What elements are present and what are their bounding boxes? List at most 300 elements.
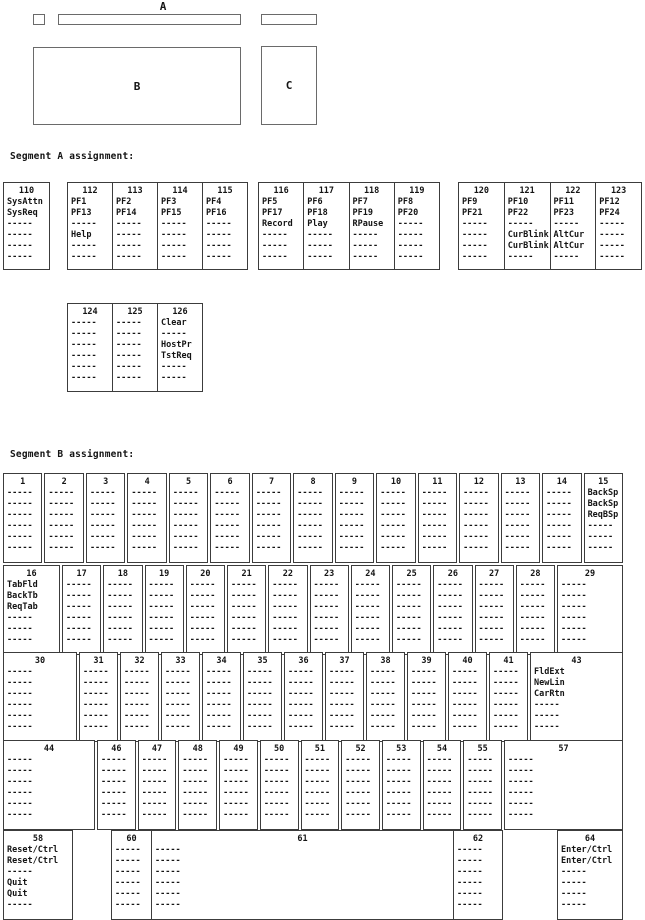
- key-47: [139, 741, 176, 829]
- keyboard-overview-diagram: [0, 0, 645, 140]
- key-group: [310, 565, 349, 655]
- key-group: [145, 565, 184, 655]
- key-group: [186, 565, 225, 655]
- key-number: 43: [571, 656, 582, 666]
- key-assignment-line: -----: [272, 580, 298, 590]
- key-assignment-line: -----: [131, 510, 157, 520]
- key-group: [557, 565, 623, 655]
- key-assignment-line: -----: [155, 878, 181, 888]
- segment-a-key-row: [3, 182, 642, 270]
- key-assignment-line: -----: [546, 521, 572, 531]
- key-assignment-line: -----: [141, 766, 168, 776]
- key-assignment-line: -----: [231, 613, 257, 623]
- key-group: [542, 473, 581, 563]
- key-assignment-line: -----: [467, 788, 493, 798]
- key-assignment-line: -----: [467, 755, 493, 765]
- key-group: [103, 565, 142, 655]
- key-29: [558, 566, 622, 654]
- key-assignment-line: -----: [313, 624, 340, 634]
- key-23: [311, 566, 348, 654]
- key-assignment-line: -----: [508, 788, 534, 798]
- key-assignment-line: -----: [206, 667, 232, 677]
- key-52: [342, 741, 379, 829]
- key-assignment-line: -----: [370, 667, 396, 677]
- key-assignment-line: -----: [437, 602, 463, 612]
- key-assignment-line: -----: [223, 810, 249, 820]
- key-assignment-line: -----: [141, 755, 168, 765]
- key-assignment-line: -----: [107, 635, 133, 645]
- key-group: [120, 652, 159, 742]
- key-assignment-line: -----: [457, 845, 483, 855]
- key-assignment-line: -----: [66, 624, 92, 634]
- key-assignment-line: -----: [457, 867, 483, 877]
- key-assignment-line: -----: [599, 241, 625, 251]
- key-number: 34: [216, 656, 227, 666]
- key-assignment-line: -----: [504, 521, 531, 531]
- key-117: [303, 183, 348, 269]
- key-number: 8: [310, 477, 316, 487]
- key-assignment-line: -----: [385, 755, 412, 765]
- key-112: [68, 183, 112, 269]
- key-group: [504, 740, 623, 830]
- key-assignment-line: -----: [206, 230, 232, 240]
- key-assignment-line: PF2: [116, 197, 132, 207]
- key-31: [80, 653, 117, 741]
- key-5: [170, 474, 207, 562]
- key-assignment-line: Enter/Ctrl: [561, 845, 613, 855]
- key-assignment-line: -----: [206, 711, 232, 721]
- key-assignment-line: -----: [255, 499, 282, 509]
- key-assignment-line: -----: [7, 799, 33, 809]
- segment-a-key-row: [3, 303, 203, 392]
- key-assignment-line: -----: [467, 810, 493, 820]
- key-assignment-line: -----: [231, 635, 257, 645]
- key-40: [449, 653, 486, 741]
- key-group: [138, 740, 177, 830]
- key-assignment-line: -----: [329, 722, 355, 732]
- key-assignment-line: -----: [124, 711, 150, 721]
- key-assignment-line: -----: [421, 488, 448, 498]
- key-assignment-line: -----: [437, 635, 463, 645]
- key-assignment-line: -----: [161, 241, 187, 251]
- key-assignment-line: -----: [352, 230, 379, 240]
- key-assignment-line: -----: [329, 667, 355, 677]
- key-assignment-line: SysReq: [7, 208, 38, 218]
- key-group: [341, 740, 380, 830]
- key-group: [584, 473, 623, 563]
- key-assignment-line: -----: [561, 602, 587, 612]
- key-11: [419, 474, 456, 562]
- key-assignment-line: -----: [255, 488, 282, 498]
- key-assignment-line: -----: [304, 810, 331, 820]
- key-assignment-line: -----: [71, 219, 97, 229]
- key-assignment-line: -----: [508, 799, 534, 809]
- key-group: [382, 740, 421, 830]
- key-number: 30: [34, 656, 46, 666]
- key-assignment-line: Quit: [7, 889, 28, 899]
- key-assignment-line: PF13: [71, 208, 92, 218]
- key-assignment-line: -----: [116, 241, 142, 251]
- key-assignment-line: AltCur: [553, 230, 585, 240]
- key-assignment-line: PF6: [307, 197, 323, 207]
- key-assignment-line: -----: [214, 521, 240, 531]
- key-assignment-line: Reset/Ctrl: [7, 856, 59, 866]
- key-assignment-line: -----: [354, 591, 381, 601]
- key-assignment-line: -----: [493, 700, 519, 710]
- key-group: [301, 740, 340, 830]
- key-number: 126: [172, 307, 188, 317]
- key-assignment-line: -----: [599, 219, 625, 229]
- key-number: 52: [355, 744, 366, 754]
- key-group: [458, 182, 642, 270]
- key-assignment-line: -----: [462, 252, 488, 262]
- key-group: [463, 740, 502, 830]
- key-assignment-line: -----: [297, 521, 323, 531]
- key-assignment-line: -----: [48, 499, 75, 509]
- key-assignment-line: -----: [206, 241, 232, 251]
- key-number: 36: [298, 656, 309, 666]
- key-group: [210, 473, 249, 563]
- key-number: 15: [598, 477, 609, 487]
- key-assignment-line: -----: [426, 755, 453, 765]
- key-assignment-line: -----: [546, 499, 572, 509]
- key-53: [383, 741, 420, 829]
- key-assignment-line: -----: [478, 624, 505, 634]
- key-54: [424, 741, 461, 829]
- key-assignment-line: -----: [101, 766, 127, 776]
- key-assignment-line: -----: [313, 602, 340, 612]
- key-34: [203, 653, 240, 741]
- key-assignment-line: -----: [380, 499, 406, 509]
- key-assignment-line: SysAttn: [7, 197, 43, 207]
- key-assignment-line: -----: [385, 799, 412, 809]
- key-group: [243, 652, 282, 742]
- segment-a-heading: Segment A assignment:: [10, 151, 135, 162]
- key-assignment-line: -----: [457, 889, 483, 899]
- key-number: 119: [409, 186, 425, 196]
- segment-a-left-key-outline: [33, 14, 45, 25]
- key-61: [151, 831, 453, 919]
- key-number: 122: [565, 186, 581, 196]
- key-assignment-line: -----: [155, 845, 181, 855]
- key-assignment-line: -----: [7, 532, 33, 542]
- key-assignment-line: -----: [345, 755, 371, 765]
- key-number: 22: [282, 569, 293, 579]
- key-assignment-line: -----: [587, 532, 614, 542]
- key-assignment-line: -----: [7, 711, 33, 721]
- key-assignment-line: -----: [380, 543, 406, 553]
- key-assignment-line: -----: [107, 613, 133, 623]
- key-20: [187, 566, 224, 654]
- key-assignment-line: PF18: [307, 208, 328, 218]
- key-assignment-line: PF12: [599, 197, 620, 207]
- key-number: 124: [82, 307, 98, 317]
- key-assignment-line: -----: [507, 219, 534, 229]
- key-assignment-line: -----: [7, 667, 33, 677]
- key-assignment-line: -----: [396, 602, 422, 612]
- key-assignment-line: -----: [172, 521, 199, 531]
- key-assignment-line: -----: [297, 510, 323, 520]
- key-number: 61: [297, 834, 308, 844]
- key-group: [3, 565, 60, 655]
- segment-a-right-bar-outline: [261, 14, 317, 25]
- key-assignment-line: -----: [66, 635, 92, 645]
- key-assignment-line: -----: [599, 230, 625, 240]
- segment-b-heading: Segment B assignment:: [10, 449, 135, 460]
- key-assignment-line: -----: [161, 373, 187, 383]
- key-assignment-line: -----: [478, 580, 505, 590]
- key-assignment-line: -----: [345, 777, 371, 787]
- key-assignment-line: -----: [262, 241, 288, 251]
- key-assignment-line: -----: [478, 602, 505, 612]
- key-number: 48: [192, 744, 203, 754]
- key-assignment-line: -----: [354, 613, 381, 623]
- key-assignment-line: -----: [206, 252, 232, 262]
- key-number: 35: [257, 656, 268, 666]
- key-assignment-line: -----: [148, 635, 175, 645]
- key-39: [408, 653, 445, 741]
- key-assignment-line: -----: [115, 878, 141, 888]
- key-assignment-line: BackSp: [587, 488, 619, 498]
- segment-c-outline: [261, 46, 317, 125]
- key-assignment-line: -----: [493, 689, 519, 699]
- key-assignment-line: -----: [131, 532, 157, 542]
- key-number: 46: [111, 744, 122, 754]
- key-assignment-line: -----: [457, 856, 483, 866]
- key-assignment-line: AltCur: [553, 241, 585, 251]
- key-group: [459, 473, 498, 563]
- key-assignment-line: PF20: [397, 208, 419, 218]
- segment-b-overview-label: B: [133, 79, 141, 93]
- key-assignment-line: BackSp: [587, 499, 619, 509]
- key-assignment-line: -----: [71, 373, 97, 383]
- key-assignment-line: -----: [437, 580, 463, 590]
- key-assignment-line: -----: [396, 591, 422, 601]
- key-number: 49: [233, 744, 244, 754]
- key-assignment-line: -----: [182, 766, 208, 776]
- key-assignment-line: -----: [66, 580, 92, 590]
- key-assignment-line: -----: [396, 613, 422, 623]
- key-assignment-line: -----: [263, 788, 290, 798]
- key-assignment-line: -----: [411, 689, 437, 699]
- key-group: [62, 565, 101, 655]
- key-assignment-line: -----: [141, 799, 168, 809]
- key-assignment-line: -----: [161, 329, 187, 339]
- segment-b-key-row: [3, 565, 623, 655]
- key-30: [4, 653, 76, 741]
- key-assignment-line: -----: [66, 602, 92, 612]
- key-assignment-line: PF4: [206, 197, 222, 207]
- key-assignment-line: -----: [463, 510, 489, 520]
- key-number: 54: [436, 744, 448, 754]
- key-assignment-line: -----: [421, 543, 448, 553]
- key-group: [448, 652, 487, 742]
- key-41: [490, 653, 527, 741]
- key-assignment-line: -----: [561, 900, 587, 910]
- key-assignment-line: -----: [172, 510, 199, 520]
- key-assignment-line: PF21: [462, 208, 483, 218]
- key-assignment-line: Reset/Ctrl: [7, 845, 59, 855]
- segment-a-main-bar-outline: [58, 14, 241, 25]
- key-assignment-line: -----: [214, 510, 240, 520]
- segment-b-key-row: [3, 740, 623, 830]
- key-18: [104, 566, 141, 654]
- key-assignment-line: -----: [546, 532, 572, 542]
- key-assignment-line: -----: [83, 678, 109, 688]
- key-group: [260, 740, 299, 830]
- key-assignment-line: -----: [255, 510, 282, 520]
- key-number: 1: [20, 477, 26, 487]
- key-7: [253, 474, 290, 562]
- key-assignment-line: -----: [307, 230, 333, 240]
- key-assignment-line: -----: [272, 635, 298, 645]
- key-group: [530, 652, 623, 742]
- key-assignment-line: -----: [338, 543, 365, 553]
- key-assignment-line: ReqTab: [7, 602, 38, 612]
- key-assignment-line: -----: [534, 711, 560, 721]
- key-assignment-line: -----: [396, 624, 422, 634]
- key-assignment-line: -----: [380, 488, 406, 498]
- key-assignment-line: -----: [101, 788, 127, 798]
- key-assignment-line: -----: [370, 678, 396, 688]
- key-assignment-line: -----: [161, 219, 187, 229]
- key-assignment-line: -----: [504, 510, 531, 520]
- key-assignment-line: -----: [48, 510, 75, 520]
- key-assignment-line: -----: [504, 543, 531, 553]
- key-assignment-line: -----: [352, 252, 379, 262]
- key-assignment-line: -----: [354, 580, 381, 590]
- key-21: [228, 566, 265, 654]
- key-group: [67, 303, 203, 392]
- key-assignment-line: -----: [452, 667, 478, 677]
- key-assignment-line: -----: [437, 591, 463, 601]
- key-assignment-line: -----: [71, 318, 97, 328]
- key-50: [261, 741, 298, 829]
- key-assignment-line: PF7: [352, 197, 368, 207]
- key-assignment-line: -----: [561, 613, 587, 623]
- key-assignment-line: -----: [263, 810, 290, 820]
- key-assignment-line: -----: [262, 252, 288, 262]
- key-assignment-line: -----: [507, 252, 534, 262]
- key-assignment-line: -----: [155, 867, 181, 877]
- key-number: 21: [241, 569, 252, 579]
- key-assignment-line: TabFld: [7, 580, 38, 590]
- key-assignment-line: -----: [508, 777, 534, 787]
- key-assignment-line: -----: [304, 799, 331, 809]
- key-44: [4, 741, 94, 829]
- key-number: 26: [447, 569, 458, 579]
- segment-b-key-row: [3, 652, 623, 742]
- key-assignment-line: -----: [214, 488, 240, 498]
- key-assignment-line: -----: [223, 777, 249, 787]
- key-number: 12: [473, 477, 485, 487]
- key-121: [504, 183, 550, 269]
- key-assignment-line: -----: [83, 711, 109, 721]
- key-assignment-line: -----: [7, 777, 33, 787]
- key-assignment-line: -----: [307, 241, 333, 251]
- segment-b-key-grid: [3, 473, 623, 920]
- key-assignment-line: FldExt: [534, 667, 565, 677]
- key-60: [112, 831, 151, 919]
- key-assignment-line: -----: [297, 532, 323, 542]
- key-number: 10: [390, 477, 402, 487]
- key-assignment-line: -----: [131, 488, 157, 498]
- key-assignment-line: ReqBSp: [587, 510, 619, 520]
- key-number: 125: [127, 307, 143, 317]
- key-assignment-line: -----: [206, 219, 232, 229]
- key-assignment-line: -----: [116, 252, 142, 262]
- key-assignment-line: -----: [288, 700, 314, 710]
- key-assignment-line: -----: [71, 241, 97, 251]
- key-assignment-line: -----: [462, 241, 488, 251]
- key-assignment-line: -----: [116, 340, 142, 350]
- key-assignment-line: -----: [504, 499, 531, 509]
- key-number: 2: [61, 477, 67, 487]
- key-assignment-line: PF16: [206, 208, 227, 218]
- key-assignment-line: -----: [385, 810, 412, 820]
- key-assignment-line: -----: [467, 777, 493, 787]
- key-assignment-line: -----: [7, 613, 33, 623]
- key-43: [531, 653, 622, 741]
- key-assignment-line: -----: [263, 755, 290, 765]
- key-assignment-line: -----: [493, 711, 519, 721]
- key-group: [407, 652, 446, 742]
- key-assignment-line: -----: [107, 580, 133, 590]
- key-assignment-line: -----: [462, 219, 488, 229]
- key-114: [157, 183, 202, 269]
- key-assignment-line: -----: [66, 591, 92, 601]
- key-number: 19: [159, 569, 170, 579]
- key-assignment-line: -----: [478, 613, 505, 623]
- key-assignment-line: -----: [463, 532, 489, 542]
- key-assignment-line: -----: [7, 900, 33, 910]
- key-assignment-line: -----: [561, 867, 587, 877]
- key-assignment-line: -----: [182, 755, 208, 765]
- key-assignment-line: -----: [7, 635, 33, 645]
- key-assignment-line: -----: [116, 373, 142, 383]
- key-number: 58: [32, 834, 44, 844]
- key-assignment-line: -----: [231, 591, 257, 601]
- key-number: 53: [396, 744, 407, 754]
- key-assignment-line: -----: [463, 499, 489, 509]
- key-group: [351, 565, 390, 655]
- key-number: 123: [610, 186, 627, 196]
- key-assignment-line: -----: [223, 799, 249, 809]
- key-group: [501, 473, 540, 563]
- key-assignment-line: -----: [313, 591, 340, 601]
- key-14: [543, 474, 580, 562]
- key-assignment-line: -----: [7, 678, 33, 688]
- key-number: 50: [274, 744, 285, 754]
- key-assignment-line: -----: [561, 580, 587, 590]
- key-assignment-line: -----: [297, 499, 323, 509]
- key-number: 28: [530, 569, 541, 579]
- key-assignment-line: -----: [107, 624, 133, 634]
- key-assignment-line: -----: [452, 722, 478, 732]
- key-assignment-line: -----: [161, 252, 187, 262]
- key-126: [157, 304, 202, 391]
- key-assignment-line: -----: [89, 510, 116, 520]
- key-6: [211, 474, 248, 562]
- key-113: [112, 183, 157, 269]
- key-group: [376, 473, 415, 563]
- key-number: 113: [127, 186, 143, 196]
- key-assignment-line: -----: [519, 624, 546, 634]
- key-number: 44: [43, 744, 55, 754]
- key-110: [4, 183, 49, 269]
- key-assignment-line: -----: [411, 678, 437, 688]
- key-assignment-line: -----: [561, 591, 587, 601]
